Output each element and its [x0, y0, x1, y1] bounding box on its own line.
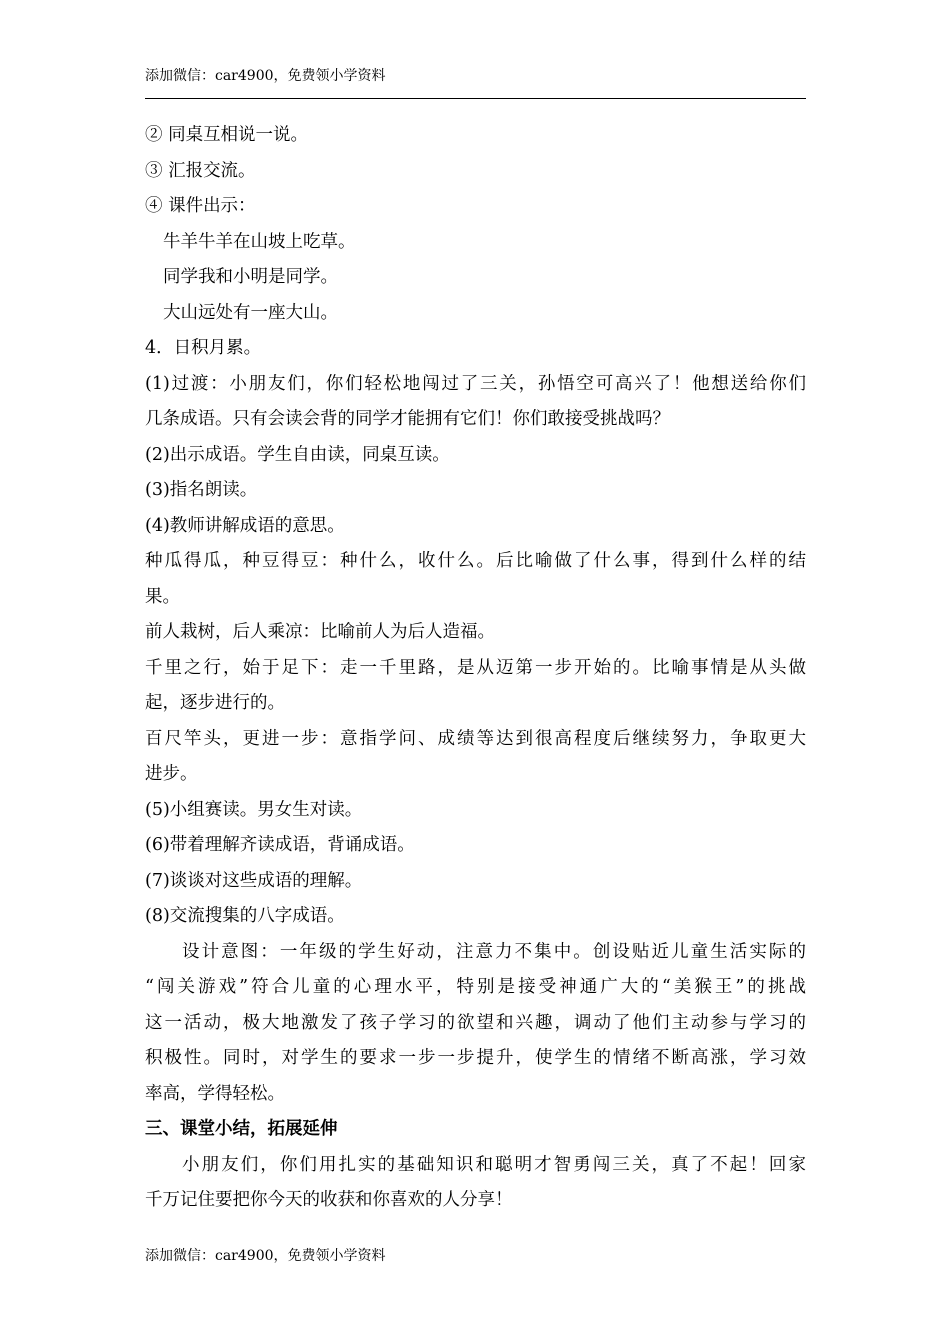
- summary-line-1: 小朋友们，你们用扎实的基础知识和聪明才智勇闯三关，真了不起！回家: [182, 1154, 806, 1175]
- step-2-line: ② 同桌互相说一说。: [145, 125, 309, 145]
- page-header-text: 添加微信：car4900，免费领小学资料: [145, 68, 386, 84]
- idiom-3-line-1: 千里之行，始于足下：走一千里路，是从迈第一步开始的。比喻事情是从头做: [145, 657, 806, 678]
- item-7-line: (7)谈谈对这些成语的理解。: [145, 870, 363, 891]
- section-3-heading: 三、课堂小结，拓展延伸: [145, 1119, 338, 1139]
- design-intent-line-3: 这一活动，极大地激发了孩子学习的欲望和兴趣，调动了他们主动参与学习的: [145, 1012, 806, 1033]
- item-2-line: (2)出示成语。学生自由读，同桌互读。: [145, 444, 450, 465]
- example-sentence-3: 大山远处有一座大山。: [163, 302, 338, 323]
- design-intent-line-5: 率高，学得轻松。: [145, 1083, 285, 1104]
- paragraph-1-line-2: 几条成语。只有会读会背的同学才能拥有它们！你们敢接受挑战吗？: [145, 409, 670, 429]
- section-4-heading: 4．日积月累。: [145, 338, 262, 358]
- step-4-line: ④ 课件出示：: [145, 196, 256, 216]
- item-8-line: (8)交流搜集的八字成语。: [145, 906, 345, 926]
- paragraph-1-line-1: (1)过渡：小朋友们，你们轻松地闯过了三关，孙悟空可高兴了！他想送给你们: [145, 373, 806, 394]
- idiom-4-line-2: 进步。: [145, 764, 198, 784]
- page-footer-text: 添加微信：car4900，免费领小学资料: [145, 1248, 386, 1264]
- design-intent-line-2: “闯关游戏”符合儿童的心理水平，特别是接受神通广大的“美猴王”的挑战: [145, 977, 806, 997]
- item-6-line: (6)带着理解齐读成语，背诵成语。: [145, 835, 415, 855]
- design-intent-line-4: 积极性。同时，对学生的要求一步一步提升，使学生的情绪不断高涨，学习效: [145, 1048, 806, 1068]
- example-sentence-1: 牛羊牛羊在山坡上吃草。: [163, 231, 356, 252]
- item-3-line: (3)指名朗读。: [145, 480, 258, 500]
- example-sentence-2: 同学我和小明是同学。: [163, 267, 338, 287]
- idiom-1-line-1: 种瓜得瓜，种豆得豆：种什么，收什么。后比喻做了什么事，得到什么样的结: [145, 551, 806, 571]
- idiom-2-line: 前人栽树，后人乘凉：比喻前人为后人造福。: [145, 622, 495, 642]
- idiom-4-line-1: 百尺竿头，更进一步：意指学问、成绩等达到很高程度后继续努力，争取更大: [145, 728, 806, 749]
- item-4-line: (4)教师讲解成语的意思。: [145, 515, 345, 536]
- item-5-line: (5)小组赛读。男女生对读。: [145, 799, 363, 820]
- document-body: [145, 118, 806, 1219]
- design-intent-line-1: 设计意图：一年级的学生好动，注意力不集中。创设贴近儿童生活实际的: [182, 941, 806, 962]
- idiom-3-line-2: 起，逐步进行的。: [145, 693, 285, 713]
- summary-line-2: 千万记住要把你今天的收获和你喜欢的人分享！: [145, 1190, 513, 1210]
- header-divider: [145, 98, 806, 99]
- idiom-1-line-2: 果。: [145, 586, 180, 607]
- step-3-line: ③ 汇报交流。: [145, 160, 256, 181]
